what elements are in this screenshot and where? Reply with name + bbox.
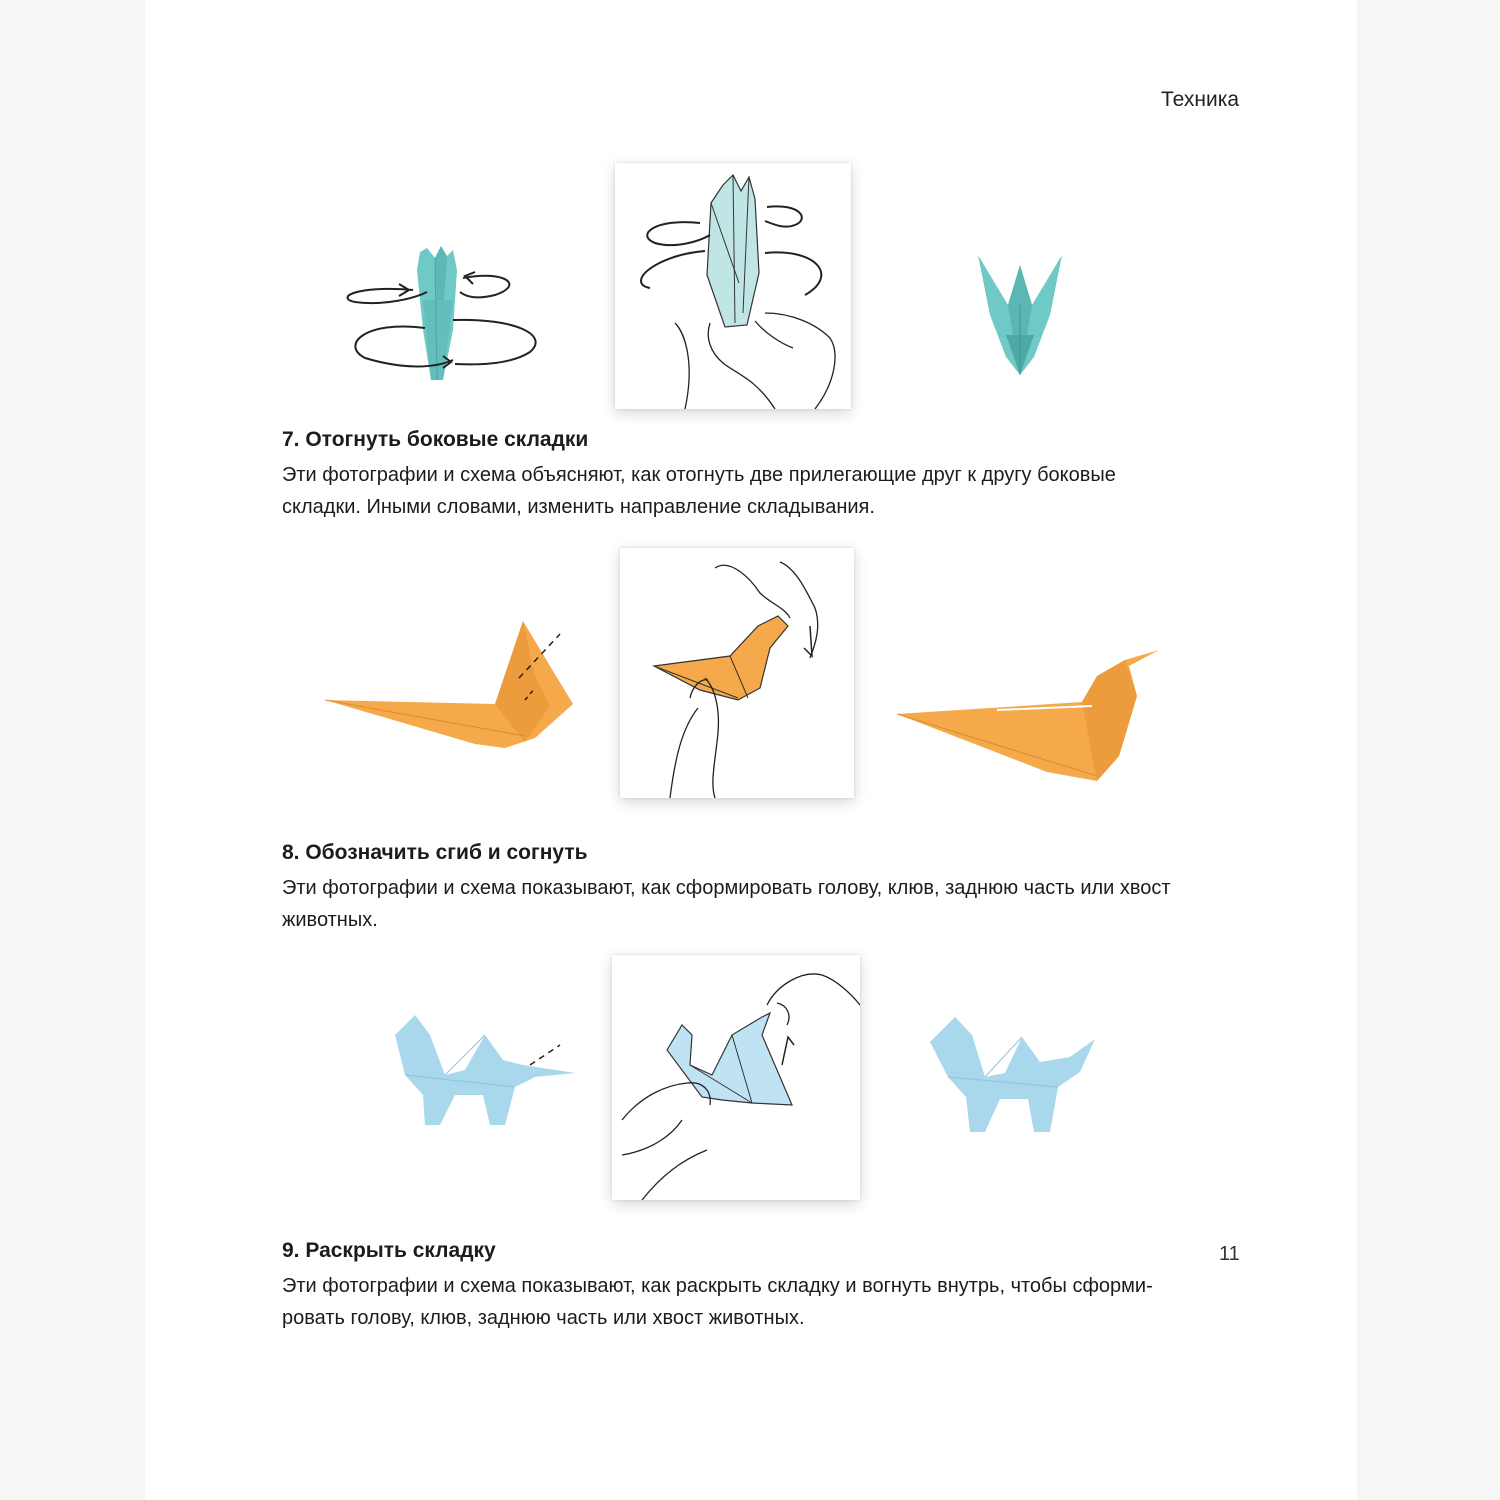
step-8: [282, 838, 1242, 936]
step7-image-row: [145, 150, 1357, 420]
step-text-line: Эти фотографии и схема показывают, как сформировать голову, клюв, заднюю часть или хвост: [282, 877, 1171, 899]
origami-bird-folded-photo: [897, 646, 1162, 786]
book-page: [145, 0, 1357, 1500]
step9-image-row: [145, 955, 1357, 1205]
origami-crane-open-photo: [970, 245, 1070, 380]
step8-image-row: [145, 548, 1357, 808]
origami-bird-photo: [325, 616, 580, 756]
section-title: Техника: [1161, 88, 1240, 111]
step-text-line: Эти фотографии и схема показывают, как раскрыть складку и вогнуть внутрь, чтобы сформи-: [282, 1275, 1153, 1297]
page-number: 11: [1219, 1243, 1240, 1265]
origami-horse-photo: [385, 1015, 580, 1125]
step-text-line: складки. Иными словами, изменить направление складывания.: [282, 496, 875, 518]
step-text-line: Эти фотографии и схема объясняют, как отогнуть две прилегающие друг к другу боковые: [282, 464, 1116, 486]
origami-horse-folded-photo: [930, 1017, 1100, 1132]
step9-diagram-card: [612, 955, 860, 1200]
step-text-line: ровать голову, клюв, заднюю часть или хвост животных.: [282, 1307, 805, 1329]
step-7: [282, 425, 1242, 523]
origami-crane-base-photo: [335, 240, 555, 390]
step-text-line: животных.: [282, 909, 378, 931]
step-title: 7. Отогнуть боковые складки: [282, 428, 589, 451]
step-9: [282, 1236, 1242, 1334]
step-title: 9. Раскрыть складку: [282, 1239, 496, 1262]
step7-diagram-card: [615, 163, 851, 409]
step-title: 8. Обозначить сгиб и согнуть: [282, 841, 588, 864]
step8-diagram-card: [620, 548, 854, 798]
